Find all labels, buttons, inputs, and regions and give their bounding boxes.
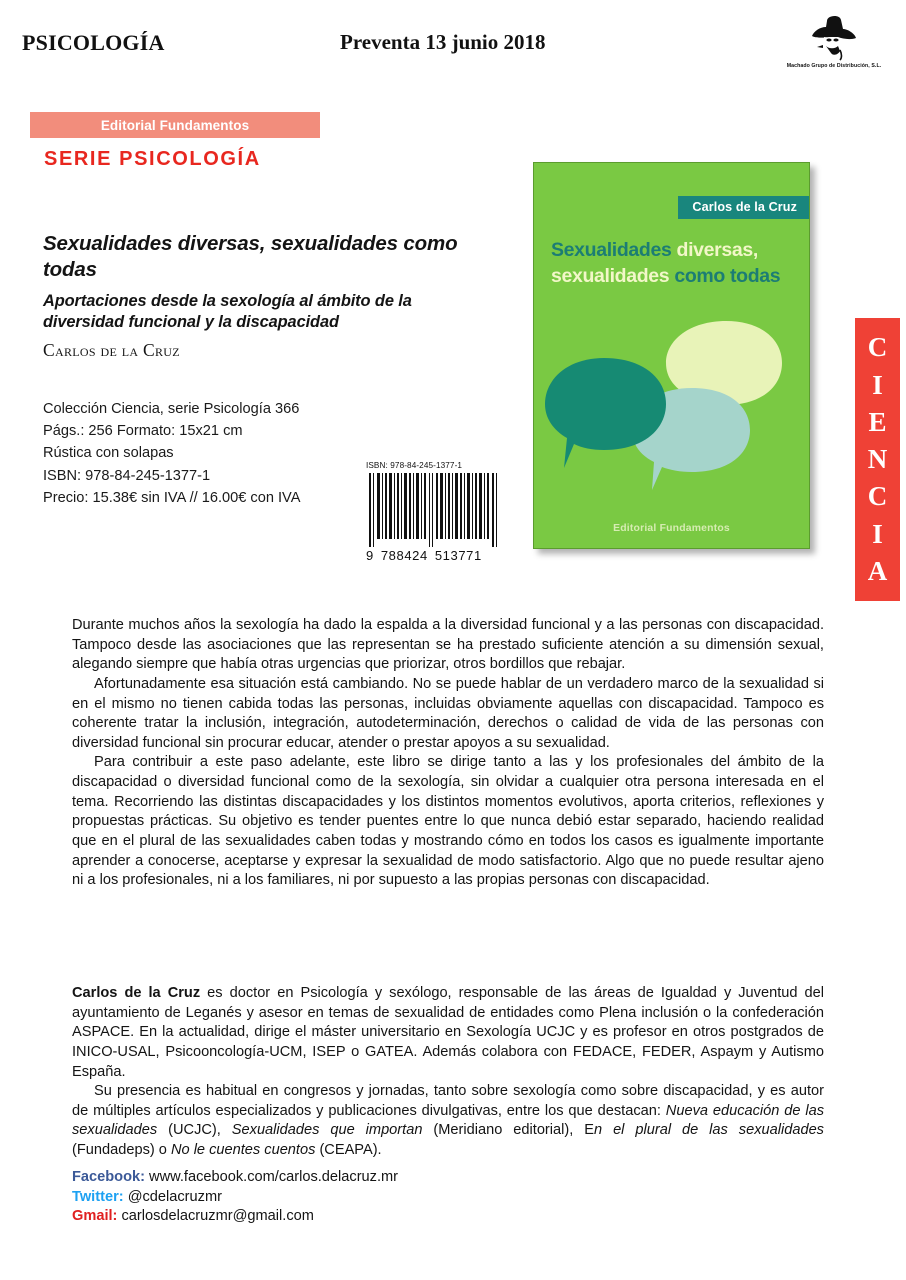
cover-imprint: Editorial Fundamentos: [613, 523, 730, 534]
contact-row-facebook: [72, 1168, 824, 1188]
bio-sep-3: (Fundadeps) o: [72, 1142, 171, 1158]
contact-links: [72, 1168, 824, 1227]
ciencia-letter-7: A: [867, 555, 888, 586]
contact-row-gmail: [72, 1207, 824, 1227]
twitter-label: Twitter:: [72, 1188, 124, 1205]
gmail-address[interactable]: carlosdelacruzmr@gmail.com: [121, 1208, 314, 1225]
ciencia-letter-3: E: [868, 406, 887, 437]
barcode-icon: [366, 473, 499, 547]
gmail-label: Gmail:: [72, 1208, 118, 1225]
metadata-isbn: ISBN: 978-84-245-1377-1: [43, 467, 211, 484]
bio-work-title-1: Nueva educación de las sexualidades: [72, 1102, 824, 1139]
book-blurb: [72, 616, 824, 891]
bio-work-title-3: n el plural de las sexualidades: [594, 1122, 824, 1139]
publisher-logo: [780, 12, 888, 78]
blurb-paragraph-3: Para contribuir a este paso adelante, este libro se dirige tanto a las y los profesionales del ámbito de la discapacidad o diversidad funcional como de la sexología, sin olvidar a cualquier otra persona interesada en el tema. Recorriendo las distintas discapacidades y los distintos momentos evolutivos, aporta criterios, reflexiones y propuestas prácticas. Su objetivo es tender puentes entre lo que nunca debió estar separado, haciendo realidad que en el plural de las sexualidades caben todas y mostrando cómo en todos los casos es igualmente importante aprender a conocerse, aceptarse y expresar la sexualidad de modo satisfactorio. Algo que no puede resultar ajeno ni a los profesionales, ni a los familiares, ni por supuesto a las propias personas con discapacidad.: [72, 754, 824, 889]
barcode-digits-right: 513771: [434, 548, 482, 563]
ciencia-letter-1: C: [867, 332, 888, 363]
ciencia-letter-6: I: [872, 518, 883, 549]
header-presale-date: Preventa 13 junio 2018: [340, 30, 546, 54]
cover-title-part4: como todas: [674, 264, 781, 287]
bio-paragraph-1-text: es doctor en Psicología y sexólogo, responsable de las áreas de Igualdad y Juventud del ayuntamiento de Leganés y asesor en temas de sexualidad de entidades como Plena inclusión o la confederación ASPACE. En la actualidad, dirige el máster universitario en Sexología UCJC y es profesor en otros postgrados de INICO-USAL, Psicooncología-UCM, ISEP o GATEA. Además colabora con FEDACE, FEDER, Aspaym y Autismo España.: [72, 985, 824, 1080]
cover-title-part2: diversas,: [676, 239, 758, 261]
series-title: SERIE PSICOLOGÍA: [44, 148, 261, 170]
barcode-isbn-label: ISBN: 978-84-245-1377-1: [366, 461, 463, 470]
metadata-collection: Colección Ciencia, serie Psicología 366: [43, 401, 300, 417]
twitter-handle[interactable]: @cdelacruzmr: [127, 1188, 222, 1205]
ciencia-letter-2: I: [872, 369, 883, 400]
book-cover-image: [533, 162, 810, 549]
ciencia-letter-4: N: [867, 444, 888, 474]
bio-paragraph-2-intro: Su presencia es habitual en congresos y jornadas, tanto sobre sexología como sobre discapacidad, y es autor de múltiples artículos especializados y publicaciones divulgativas, entre los que destacan:: [72, 1083, 824, 1119]
book-subtitle: Aportaciones desde la sexología al ámbito de la diversidad funcional y la discapacidad: [43, 292, 412, 331]
cover-title: [551, 238, 799, 289]
book-title-block: [43, 231, 463, 361]
bio-work-title-2: Sexualidades que importan: [231, 1122, 423, 1139]
bio-sep-2: (Meridiano editorial), E: [422, 1122, 594, 1139]
bio-paragraph-2: [72, 1082, 824, 1161]
barcode-block: [366, 461, 501, 563]
bio-author-name: Carlos de la Cruz: [72, 985, 201, 1001]
book-metadata: [43, 398, 383, 509]
contact-row-twitter: [72, 1188, 824, 1208]
blurb-paragraph-2: Afortunadamente esa situación está cambiando. No se puede hablar de un verdadero marco de la sexualidad si en el mismo no tienen cabida todas las personas, incluidas obviamente aquellas con discapacidad. Tampoco es coherente tratar la inclusión, integración, autodeterminación, derechos o calidad de vida de las personas con diversidad funcional sin procurar educar, atender o prestar apoyos a su sexualidad.: [72, 675, 824, 751]
speech-bubbles-icon: [534, 313, 809, 508]
header-category-label: PSICOLOGÍA: [22, 30, 165, 55]
imprint-band-label: Editorial Fundamentos: [100, 117, 250, 133]
hat-face-logo-icon: [807, 12, 861, 62]
author-biography: [72, 984, 824, 1161]
barcode-digits-left: 788424: [380, 548, 428, 563]
bio-sep-4: (CEAPA).: [315, 1142, 382, 1158]
bio-paragraph-1: [72, 984, 824, 1082]
metadata-price: Precio: 15.38€ sin IVA // 16.00€ con IVA: [43, 489, 301, 506]
barcode-digit-lead: 9: [366, 548, 374, 563]
facebook-label: Facebook:: [72, 1169, 145, 1185]
cover-title-part1: Sexualidades: [551, 239, 677, 261]
bio-sep-1: (UCJC),: [157, 1122, 232, 1139]
ciencia-side-tab: [855, 318, 900, 601]
metadata-pages-format: Págs.: 256 Formato: 15x21 cm: [43, 423, 243, 440]
metadata-binding: Rústica con solapas: [43, 445, 174, 462]
book-title: Sexualidades diversas, sexualidades como todas: [43, 232, 458, 281]
cover-title-part3: sexualidades: [551, 264, 675, 287]
book-author: Carlos de la Cruz: [43, 339, 180, 360]
barcode-digits: [366, 548, 501, 563]
publisher-logo-caption: Machado Grupo de Distribución, S.L.: [786, 63, 882, 69]
facebook-url[interactable]: www.facebook.com/carlos.delacruz.mr: [149, 1169, 399, 1185]
bio-work-title-4: No le cuentes cuentos: [170, 1142, 316, 1158]
page-header: [0, 0, 906, 92]
blurb-paragraph-1: Durante muchos años la sexología ha dado la espalda a la diversidad funcional y a las personas con discapacidad. Tampoco desde las asociaciones que las representan se ha prestado suficiente atención a su dimensión sexual, alegando siempre que había otras urgencias que priorizar, otros bordillos que rebajar.: [72, 617, 824, 673]
ciencia-letter-5: C: [867, 481, 888, 512]
cover-author-band: Carlos de la Cruz: [678, 196, 809, 219]
imprint-band: [30, 112, 320, 138]
